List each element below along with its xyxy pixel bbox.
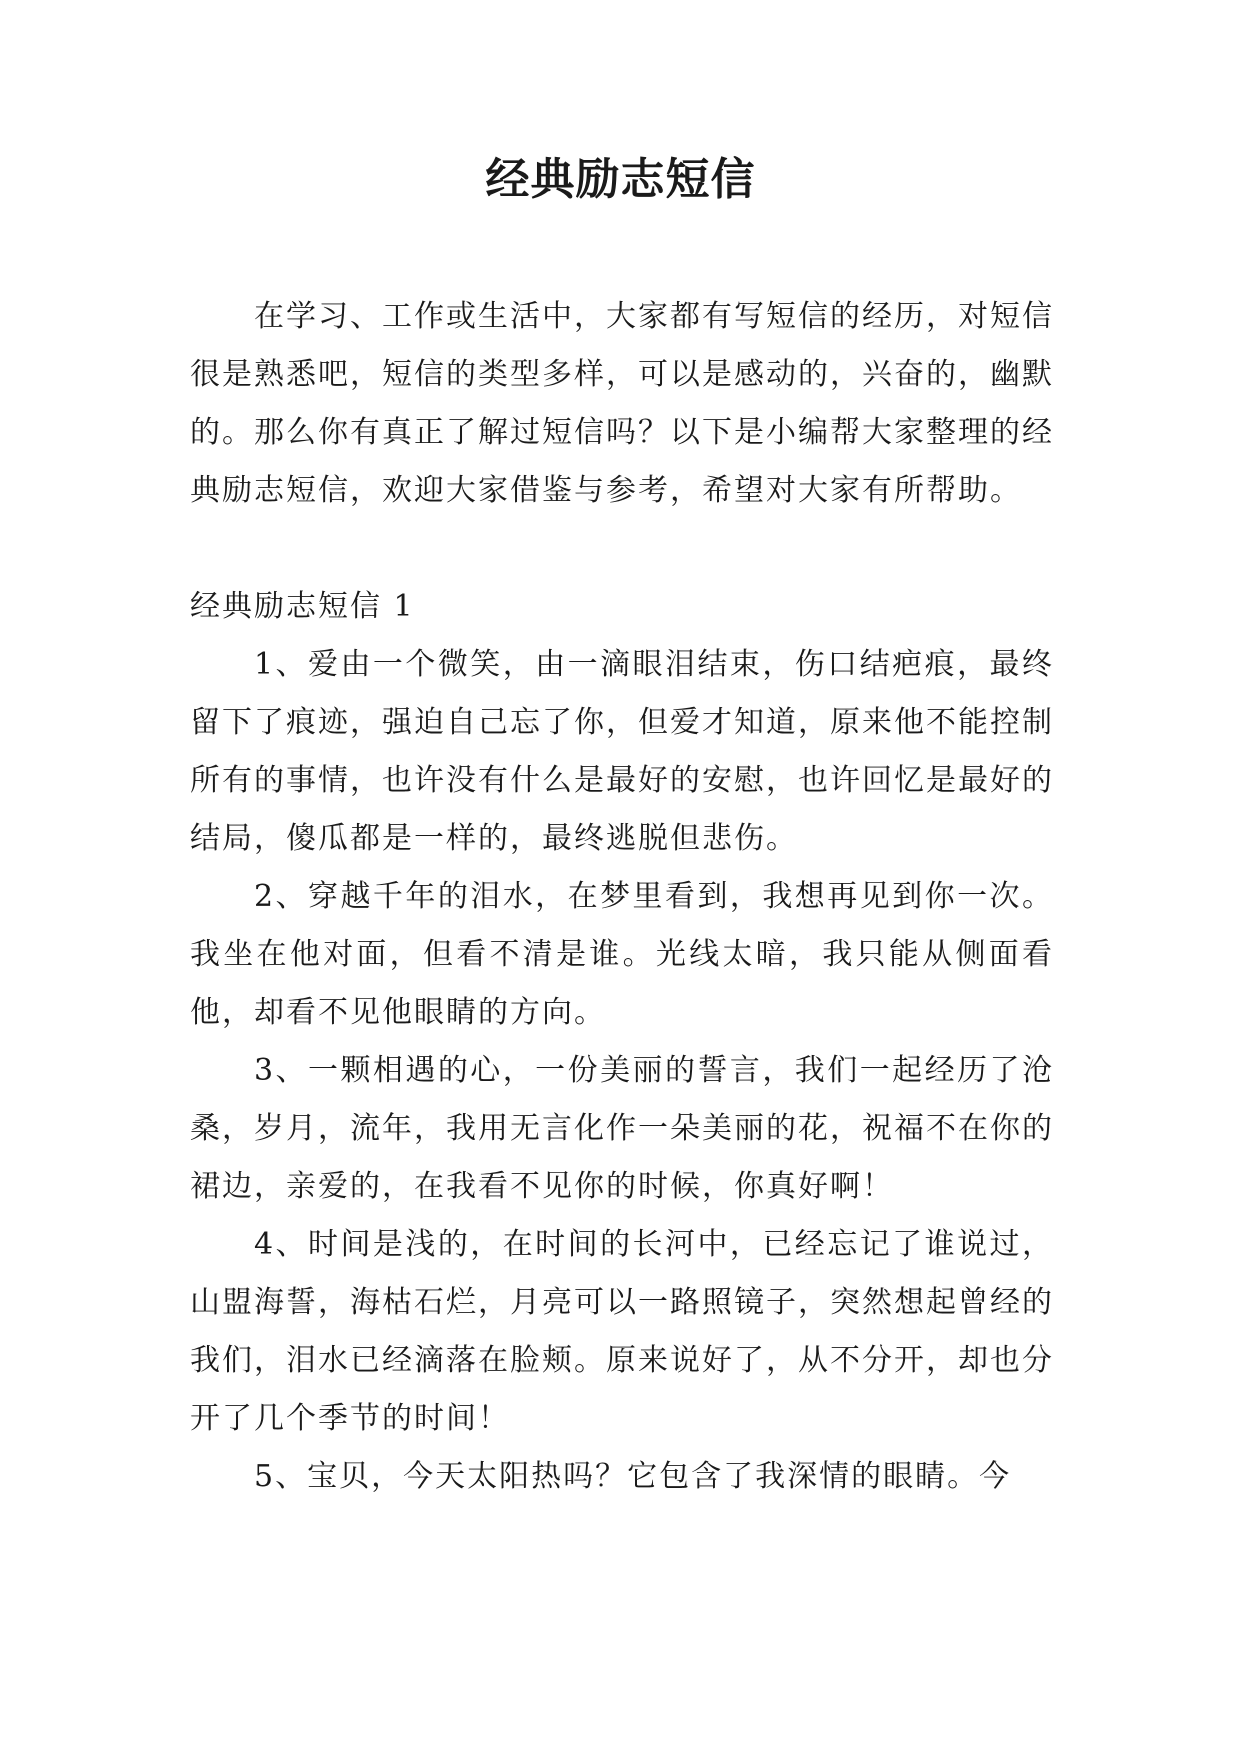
document-body bbox=[190, 288, 1054, 1506]
list-item: 5、宝贝，今天太阳热吗？它包含了我深情的眼睛。今 bbox=[254, 1459, 1012, 1494]
intro-paragraph: 在学习、工作或生活中，大家都有写短信的经历，对短信很是熟悉吧，短信的类型多样，可以是感动的，兴奋的，幽默的。那么你有真正了解过短信吗？以下是小编帮大家整理的经典励志短信，欢迎大家借鉴与参考，希望对大家有所帮助。 bbox=[190, 299, 1054, 508]
list-item: 4、时间是浅的，在时间的长河中，已经忘记了谁说过，山盟海誓，海枯石烂，月亮可以一路照镜子，突然想起曾经的我们，泪水已经滴落在脸颊。原来说好了，从不分开，却也分开了几个季节的时间！ bbox=[190, 1227, 1054, 1436]
list-item: 2、穿越千年的泪水，在梦里看到，我想再见到你一次。我坐在他对面，但看不清是谁。光线太暗，我只能从侧面看他，却看不见他眼睛的方向。 bbox=[190, 879, 1054, 1030]
section-heading: 经典励志短信 1 bbox=[190, 589, 415, 624]
document-title: 经典励志短信 bbox=[485, 154, 756, 205]
list-item: 1、爱由一个微笑，由一滴眼泪结束，伤口结疤痕，最终留下了痕迹，强迫自己忘了你，但爱才知道，原来他不能控制所有的事情，也许没有什么是最好的安慰，也许回忆是最好的结局，傻瓜都是一样的，最终逃脱但悲伤。 bbox=[190, 647, 1054, 856]
list-item: 3、一颗相遇的心，一份美丽的誓言，我们一起经历了沧桑，岁月，流年，我用无言化作一朵美丽的花，祝福不在你的裙边，亲爱的，在我看不见你的时候，你真好啊！ bbox=[190, 1053, 1054, 1204]
